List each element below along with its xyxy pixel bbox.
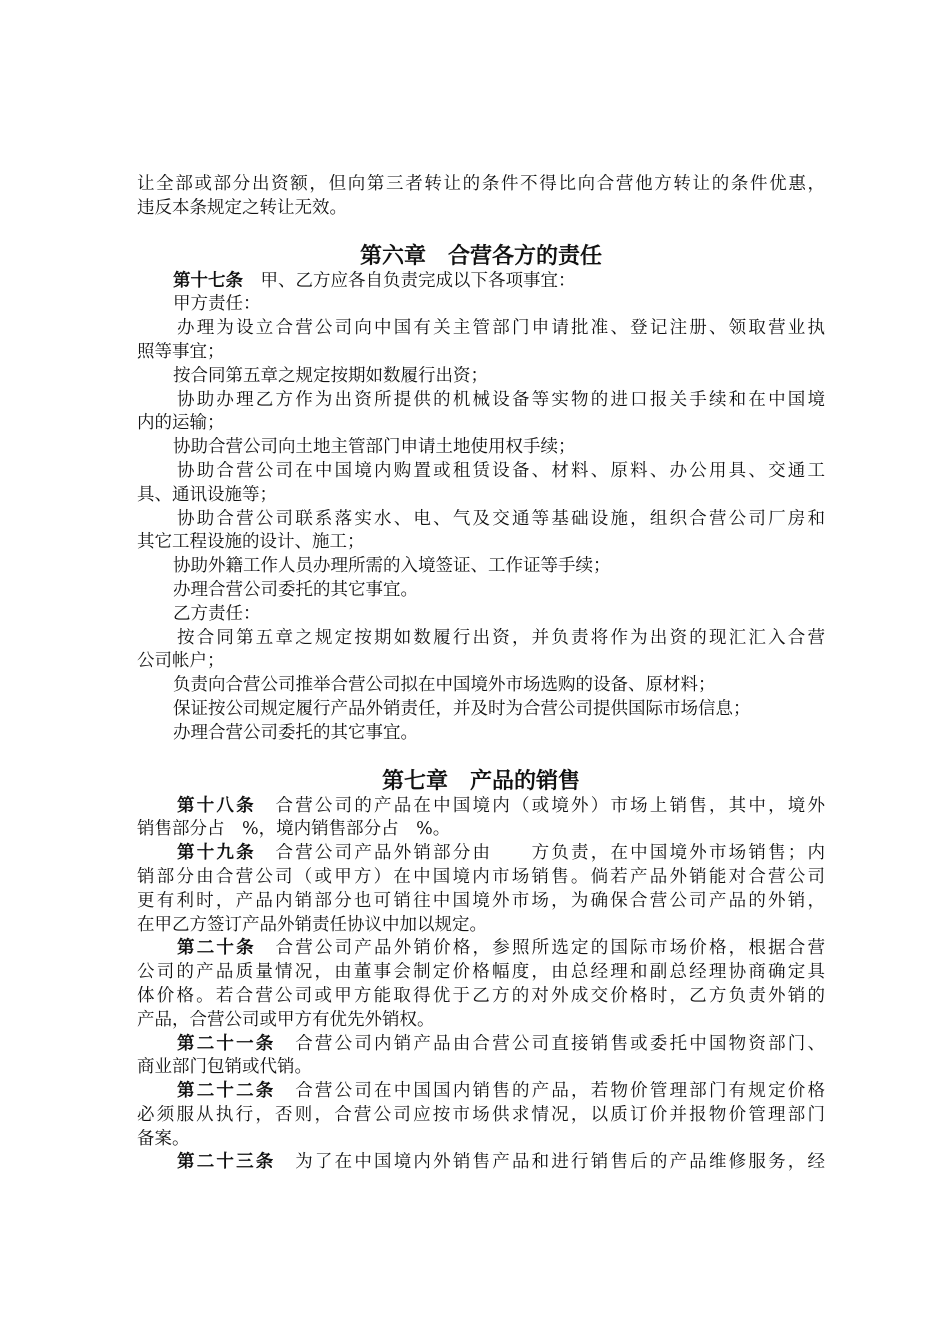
paragraph-line: 公司的产品质量情况，由董事会制定价格幅度，由总经理和副总经理协商确定具 [137,962,825,983]
article-text: 合营公司产品外销部分由 方负责，在中国境外市场销售；内 [255,843,825,864]
article-20 [137,937,825,961]
article-19 [137,842,825,866]
paragraph-line: 在甲乙方签订产品外销责任协议中加以规定。 [137,914,487,935]
paragraph-line: 公司帐户； [137,651,225,672]
paragraph-line: 其它工程设施的设计、施工； [137,532,365,553]
document-page [137,173,825,1175]
article-18 [137,795,825,819]
article-label: 第二十一条 [177,1033,276,1054]
article-text: 甲、乙方应各自负责完成以下各项事宜： [243,270,576,291]
paragraph-line: 更有利时，产品内销部分也可销往中国境外市场，为确保合营公司产品的外销， [137,890,825,911]
party-b-heading: 乙方责任： [173,603,261,624]
paragraph-line: 必须服从执行，否则，合营公司应按市场供求情况，以质订价并报物价管理部门 [137,1104,825,1125]
article-label: 第二十三条 [177,1152,276,1173]
paragraph-line: 办理合营公司委托的其它事宜。 [173,722,418,743]
chapter-title: 第六章 合营各方的责任 [359,243,602,269]
paragraph-line: 备案。 [137,1128,190,1149]
article-text: 合营公司内销产品由合营公司直接销售或委托中国物资部门、 [275,1033,825,1054]
article-text: 合营公司产品外销价格，参照所选定的国际市场价格，根据合营 [255,938,825,959]
paragraph-line: 销售部分占 %，境内销售部分占 %。 [137,819,451,840]
article-text: 合营公司的产品在中国境内（或境外）市场上销售，其中，境外 [255,795,825,816]
paragraph-line: 协助办理乙方作为出资所提供的机械设备等实物的进口报关手续和在中国境 [177,389,825,410]
paragraph-line: 照等事宜； [137,341,225,362]
paragraph-line: 办理合营公司委托的其它事宜。 [173,579,418,600]
paragraph-line: 商业部门包销或代销。 [137,1057,312,1078]
paragraph-line: 违反本条规定之转让无效。 [137,197,347,218]
paragraph-line: 体价格。若合营公司或甲方能取得优于乙方的对外成交价格时，乙方负责外销的 [137,985,825,1006]
article-label: 第十九条 [177,843,256,864]
article-label: 第二十条 [177,938,256,959]
paragraph-line: 内的运输； [137,413,225,434]
article-23 [137,1151,825,1175]
article-label: 第十七条 [173,270,243,291]
paragraph-line: 产品，合营公司或甲方有优先外销权。 [137,1009,435,1030]
paragraph-line: 按合同第五章之规定按期如数履行出资，并负责将作为出资的现汇汇入合营 [177,627,825,648]
article-text: 为了在中国境内外销售产品和进行销售后的产品维修服务，经 [275,1152,825,1173]
paragraph-line: 让全部或部分出资额，但向第三者转让的条件不得比向合营他方转让的条件优惠， [137,174,825,194]
paragraph-line: 办理为设立合营公司向中国有关主管部门申请批准、登记注册、领取营业执 [177,318,825,339]
paragraph-line: 负责向合营公司推举合营公司拟在中国境外市场选购的设备、原材料； [173,675,716,696]
article-21 [137,1033,825,1057]
article-text: 合营公司在中国国内销售的产品，若物价管理部门有规定价格 [275,1081,825,1102]
chapter-title: 第七章 产品的销售 [381,768,580,794]
article-label: 第二十二条 [177,1081,276,1102]
paragraph-line: 按合同第五章之规定按期如数履行出资； [173,365,488,386]
article-17 [137,270,825,294]
party-a-heading: 甲方责任： [173,294,261,315]
paragraph-line: 协助合营公司在中国境内购置或租赁设备、材料、原料、办公用具、交通工 [177,460,825,481]
paragraph-line: 保证按公司规定履行产品外销责任，并及时为合营公司提供国际市场信息； [173,698,751,719]
article-22 [137,1080,825,1104]
paragraph-line: 销部分由合营公司（或甲方）在中国境内市场销售。倘若产品外销能对合营公司 [137,866,825,887]
paragraph-line: 协助外籍工作人员办理所需的入境签证、工作证等手续； [173,556,611,577]
paragraph-line: 具、通讯设施等； [137,484,277,505]
paragraph-line: 协助合营公司联系落实水、电、气及交通等基础设施，组织合营公司厂房和 [177,508,825,529]
article-label: 第十八条 [177,795,256,816]
paragraph-line: 协助合营公司向土地主管部门申请土地使用权手续； [173,437,576,458]
